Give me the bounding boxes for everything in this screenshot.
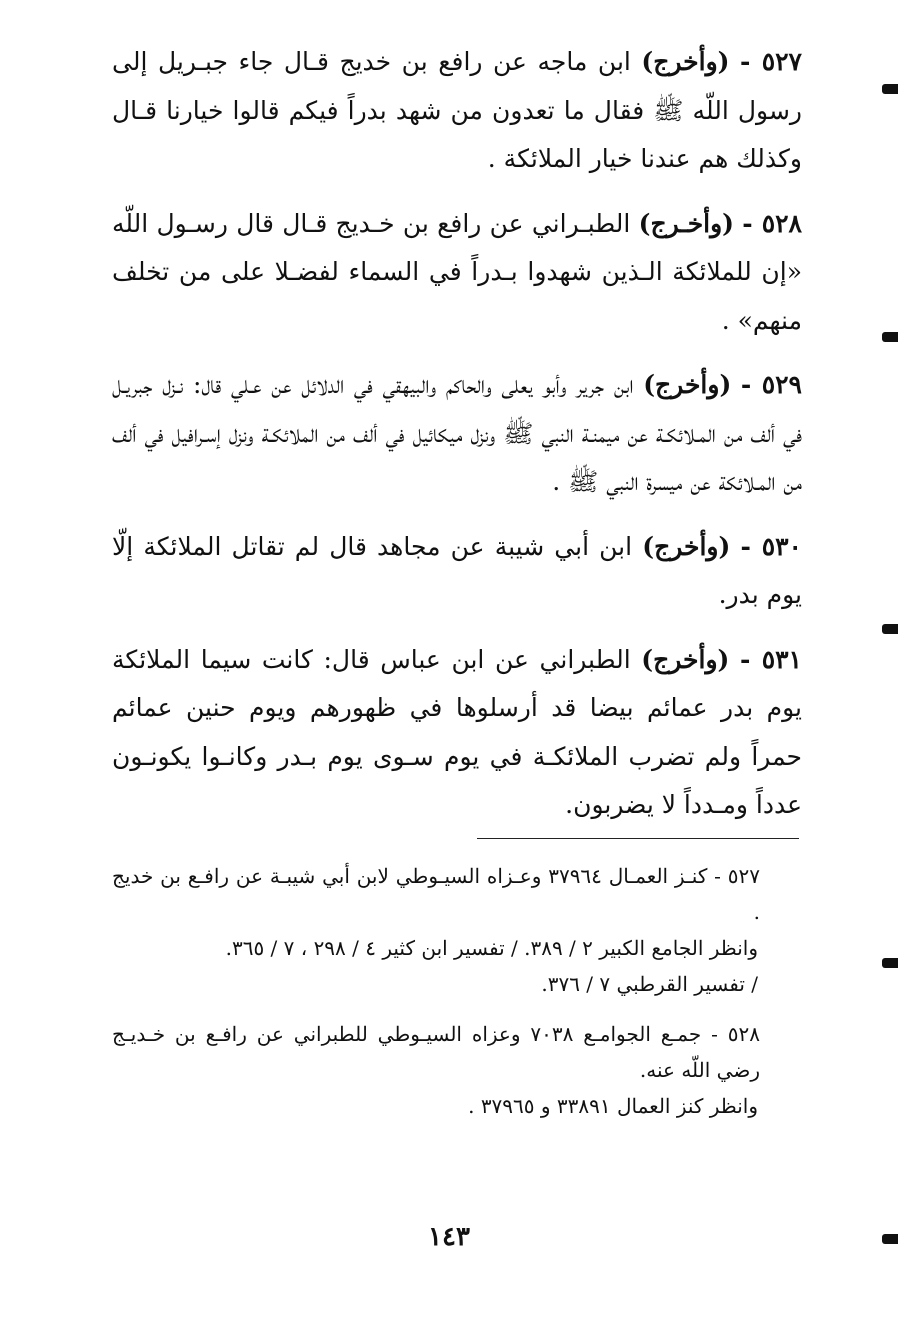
entry-number: ٥٢٧ - [740,47,802,76]
footnote-text: ٥٢٧ - كنـز العمـال ٣٧٩٦٤ وعـزاه السيـوطي لابن أبي شيبـة عن رافـع بن خديج . [112,864,761,924]
footnote-divider [477,838,799,839]
footnotes [112,858,802,1138]
footnote-reference: وانظر الجامع الكبير ٢ / ٣٨٩. / تفسير ابن كثير ٤ / ٢٩٨ ، ٧ / ٣٦٥. [225,936,758,960]
entry-text: ابن جرير وأبو يعلى والحاكم والبيهقي في الدلائل عن عـلي قال: نـزل جبريـل في ألف من المـلائكـة عن ميمنـة النبي ﷺ ونزل ميكائيل في ألف من الملائكـة ونزل إسـرافيل في ألف من المـلائكة عن ميسرة النبي ﷺ . [112,370,802,496]
hadith-entry-529 [112,361,802,507]
main-text [112,38,802,846]
hadith-entry-530 [112,523,802,620]
footnote-527 [112,858,802,1002]
entry-keyword: (وأخرج) [641,47,730,76]
scan-edge-mark [882,1234,898,1244]
page-number: ١٤٣ [428,1222,470,1252]
footnote-reference: وانظر كنز العمال ٣٣٨٩١ و ٣٧٩٦٥ . [468,1094,758,1118]
hadith-entry-527 [112,38,802,184]
scan-edge-mark [882,624,898,634]
entry-number: ٥٢٩ - [740,370,802,399]
entry-number: ٥٢٨ - [742,208,802,238]
entry-text: ابن ماجه عن رافع بن خديج قـال جاء جبـريل إلى رسول اللّه ﷺ فقال ما تعدون من شهد بدراً فيكم قالوا خيارنا قـال وكذلك هم عندنا خيار الملائكة . [112,47,802,173]
entry-text: الطبراني عن ابن عباس قال: كانت سيما الملائكة يوم بدر عمائم بيضا قد أرسلوها في ظهورهم ويوم حنين عمائم حمراً ولم تضرب الملائكـة في يوم سـوى يوم بـدر وكانـوا يكونـون عدداً ومـدداً لا يضربون. [112,644,802,819]
entry-text: الطبـراني عن رافع بن خـديج قـال قال رسـول اللّه «إن للملائكة الـذين شهدوا بـدراً في السماء لفضـلا على من تخلف منهم» . [112,208,802,335]
scan-edge-mark [882,84,898,94]
entry-keyword: (وأخرج) [642,531,731,561]
entry-keyword: (وأخرج) [641,644,730,674]
hadith-entry-531 [112,636,802,830]
scan-edge-mark [882,332,898,342]
footnote-528 [112,1016,802,1124]
entry-number: ٥٣١ - [739,644,802,674]
entry-text: ابن أبي شيبة عن مجاهد قال لم تقاتل الملائكة إلّا يوم بدر. [112,531,802,609]
hadith-entry-528 [112,200,802,346]
entry-number: ٥٣٠ - [740,531,802,561]
footnote-reference: / تفسير القرطبي ٧ / ٣٧٦. [541,972,758,996]
scan-edge-mark [882,958,898,968]
footnote-text: ٥٢٨ - جمـع الجوامـع ٧٠٣٨ وعزاه السيـوطي للطبراني عن رافـع بن خـديـج رضي اللّه عنه. [112,1022,760,1082]
entry-keyword: (وأخرج) [643,370,732,399]
entry-keyword: (وأخـرج) [638,208,734,238]
